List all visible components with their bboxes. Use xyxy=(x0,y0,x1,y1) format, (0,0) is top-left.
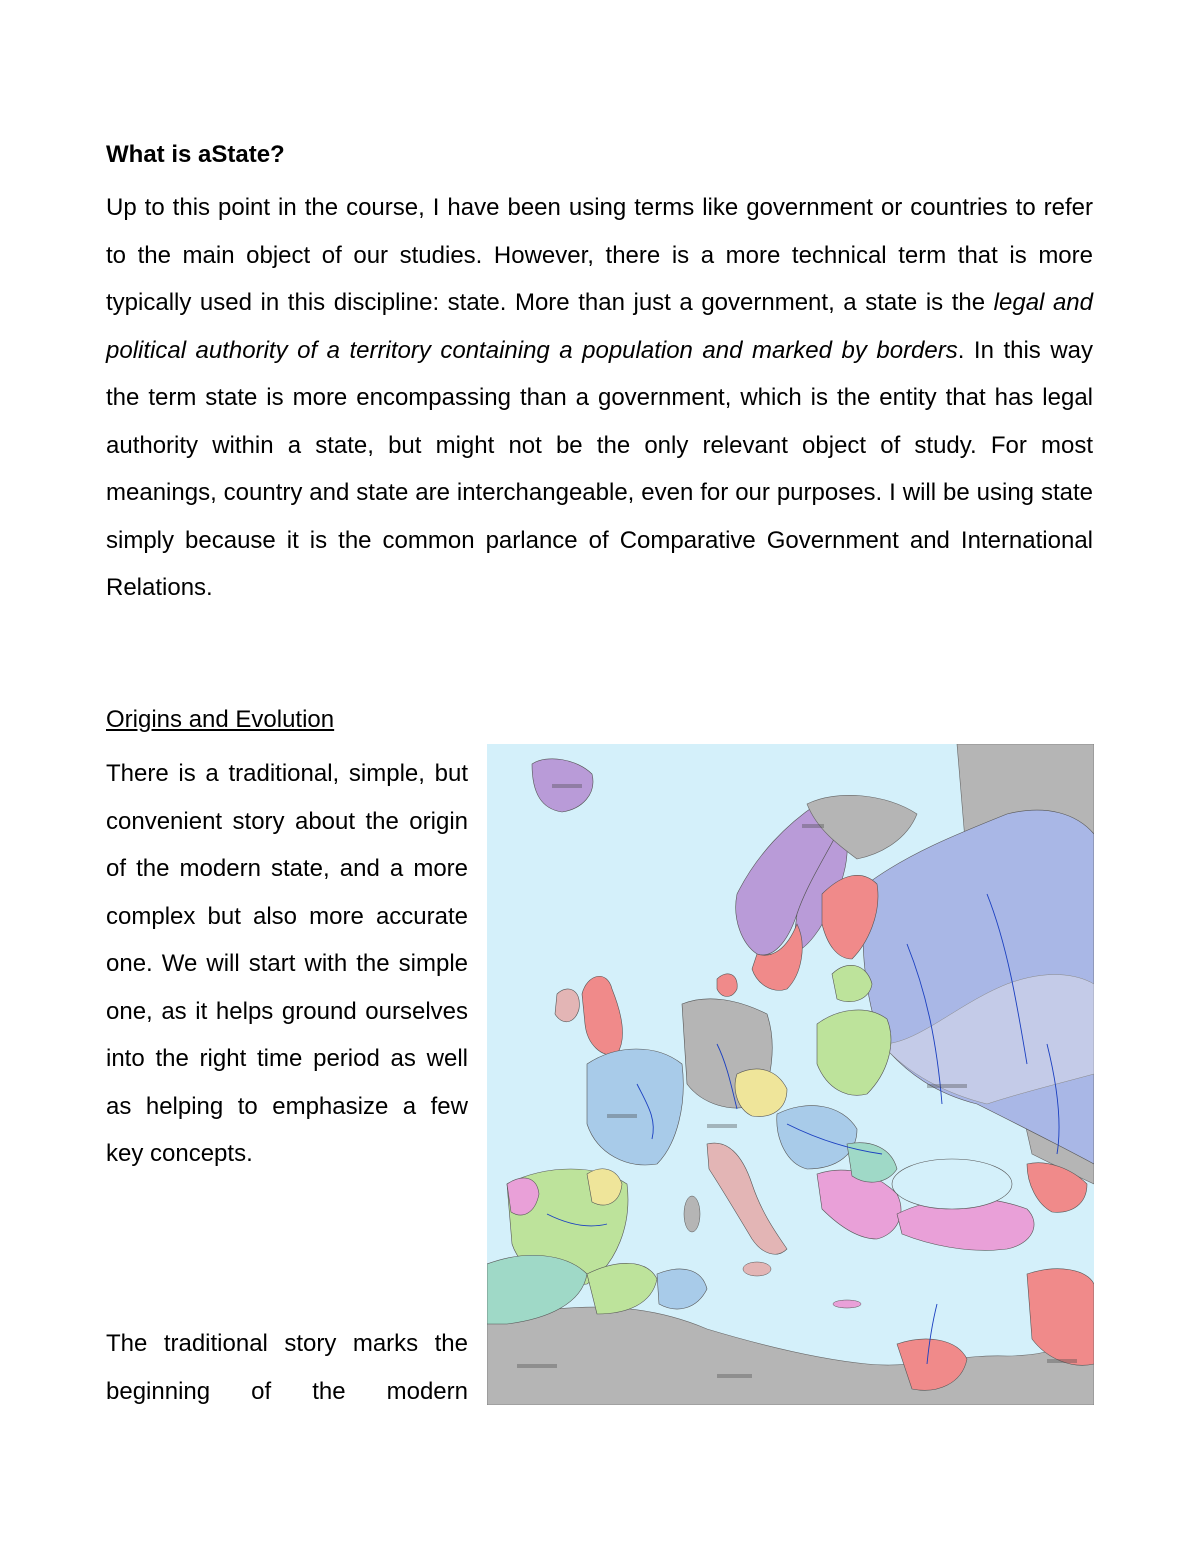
black-sea xyxy=(892,1159,1012,1209)
origins-paragraph: There is a traditional, simple, but convenient story about the origin of the modern state, and a more complex but also more accurate one. We will start with the simple one, as it helps ground ourselves into the right time period as well as helping to emphasize a few key concepts. xyxy=(106,760,468,1167)
sardinia-island xyxy=(684,1196,700,1232)
europe-map-figure xyxy=(487,744,1094,1405)
intro-text-end: . In this way the term state is more encompassing than a government, which is the entity that has legal authority within a state, but might not be the only relevant object of study. For most meanings, country and state are interchangeable, even for our purposes. I will be using state simply because it is the common parlance of Comparative Government and International Relations. xyxy=(106,336,1093,601)
intro-paragraph xyxy=(106,184,1093,612)
page-title: What is aState? xyxy=(106,141,285,168)
crete-island xyxy=(833,1300,861,1308)
france-region xyxy=(587,1049,683,1165)
state-definition: legal and political authority of a territory containing a population and marked by borders xyxy=(106,289,1093,364)
ireland-region xyxy=(555,989,579,1022)
section-heading-origins: Origins and Evolution xyxy=(106,706,335,733)
denmark-region xyxy=(717,974,737,997)
traditional-story-paragraph: The traditional story marks the beginning of the modern xyxy=(106,1330,468,1405)
europe-historical-map-icon xyxy=(487,744,1094,1405)
intro-text-start: Up to this point in the course, I have been using terms like government or countries to refer to the main object of our studies. However, there is a more technical term that is more typically used in this discipline: state. More than just a government, a state is the xyxy=(106,194,1093,316)
sicily-island xyxy=(743,1262,771,1276)
